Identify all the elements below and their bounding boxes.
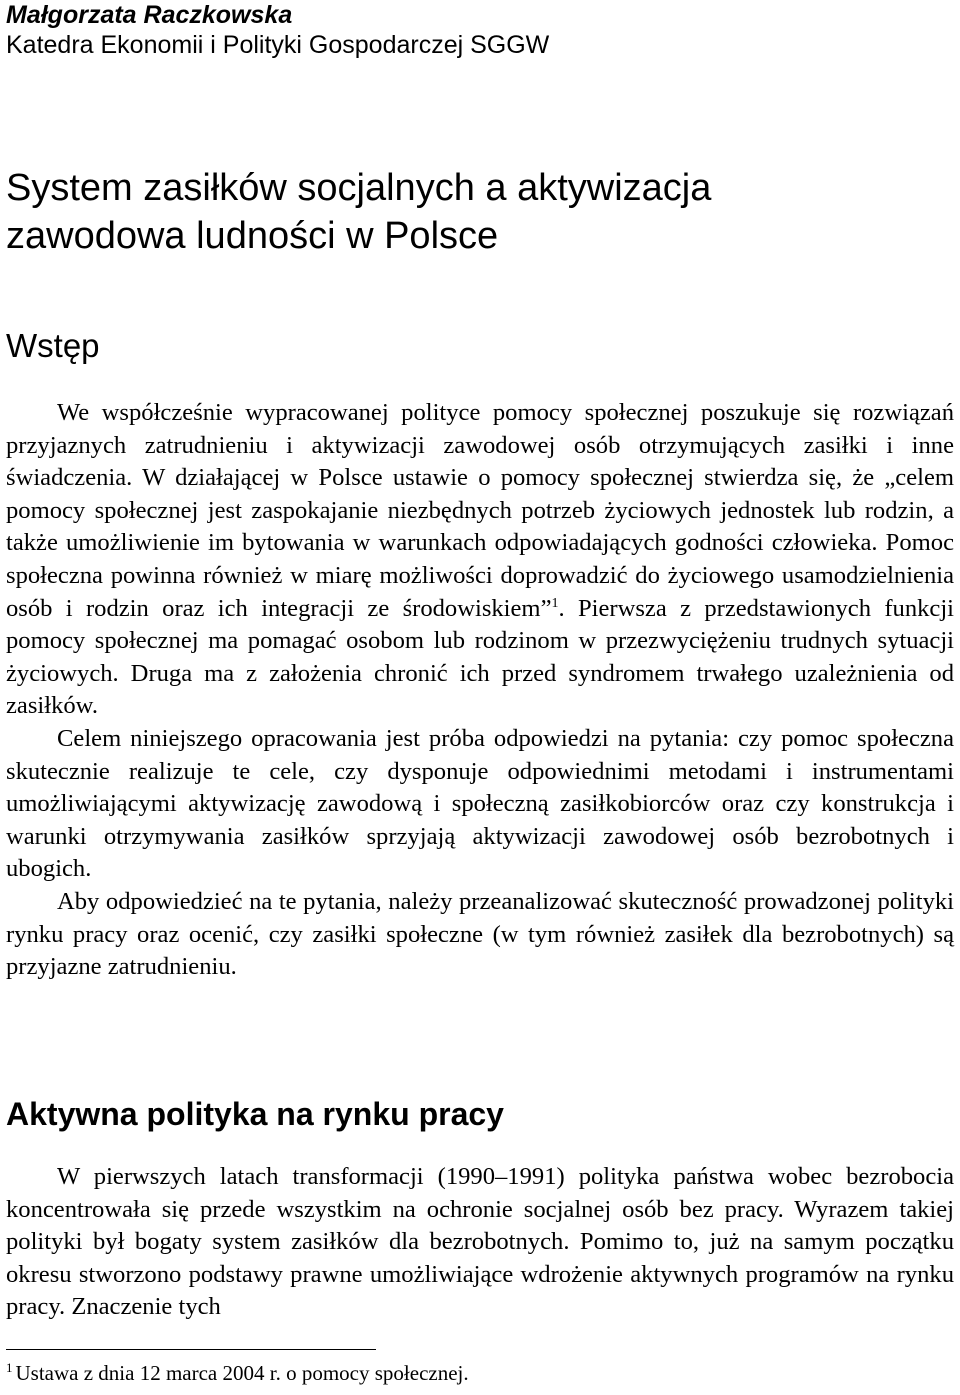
footnote-divider: [6, 1349, 376, 1350]
document-page: [6, 0, 954, 1395]
section-heading-intro: Wstęp: [6, 327, 100, 364]
paragraph-1: [6, 397, 954, 723]
paragraph-2: Celem niniejszego opracowania jest próba odpowiedzi na pytania: czy pomoc społeczna skutecznie realizuje te cele, czy dysponuje odpowiednimi metodami i instrumentami umożliwiającymi aktywizację zawodową i społeczną zasiłkobiorców oraz czy konstrukcja i warunki otrzymywania zasiłków sprzyjają aktywizacji zawodowej osób bezrobotnych i ubogich.: [6, 724, 954, 883]
section-body-intro: [6, 397, 954, 984]
footnote-text: Ustawa z dnia 12 marca 2004 r. o pomocy społecznej.: [15, 1361, 469, 1385]
paragraph-1-text: We współcześnie wypracowanej polityce pomocy społecznej poszukuje się rozwiązań przyjaznych zatrudnieniu i aktywizacji zawodowej osób otrzymujących zasiłki i inne świadczenia. W działającej w Polsce ustawie o pomocy społecznej stwierdza się, że „celem pomocy społecznej jest zaspokajanie niezbędnych potrzeb życiowych jednostek lub rodzin, a także umożliwienie im bytowania w warunkach odpowiadających godności człowieka. Pomoc społeczna powinna również w miarę możliwości doprowadzić do życiowego usamodzielnienia osób i rodzin oraz ich integracji ze środowiskiem”: [6, 399, 954, 622]
footnote-reference[interactable]: 1: [551, 595, 559, 611]
paragraph-4: W pierwszych latach transformacji (1990–1991) polityka państwa wobec bezrobocia koncentrowała się przede wszystkim na ochronie socjalnej osób bez pracy. Wyrazem takiej polityki był bogaty system zasiłków dla bezrobotnych. Pomimo to, już na samym początku okresu stworzono podstawy prawne umożliwiające wdrożenie aktywnych programów na rynku pracy. Znaczenie tych: [6, 1163, 954, 1321]
author-name: Małgorzata Raczkowska: [6, 1, 293, 29]
author-affiliation: Katedra Ekonomii i Polityki Gospodarczej SGGW: [6, 31, 550, 59]
section-heading-active-policy: Aktywna polityka na rynku pracy: [6, 1096, 504, 1132]
paragraph-3: Aby odpowiedzieć na te pytania, należy przeanalizować skuteczność prowadzonej polityki rynku pracy oraz ocenić, czy zasiłki społeczne (w tym również zasiłek dla bezrobotnych) są przyjazne zatrudnieniu.: [6, 887, 954, 981]
title-line-1: System zasiłków socjalnych a aktywizacja: [6, 167, 712, 209]
title-line-2: zawodowa ludności w Polsce: [6, 215, 499, 257]
footnote-mark: 1: [6, 1360, 13, 1375]
footnote: [6, 1358, 469, 1388]
article-title: [6, 164, 946, 260]
paragraph-1-continuation: . Pierwsza z przedstawionych funkcji pomocy społecznej ma pomagać osobom lub rodzinom w przezwyciężeniu trudnych sytuacji życiowych. Druga ma z założenia chronić ich przed syndromem trwałego uzależnienia od zasiłków.: [6, 594, 954, 720]
section-body-active-policy: [6, 1161, 954, 1324]
